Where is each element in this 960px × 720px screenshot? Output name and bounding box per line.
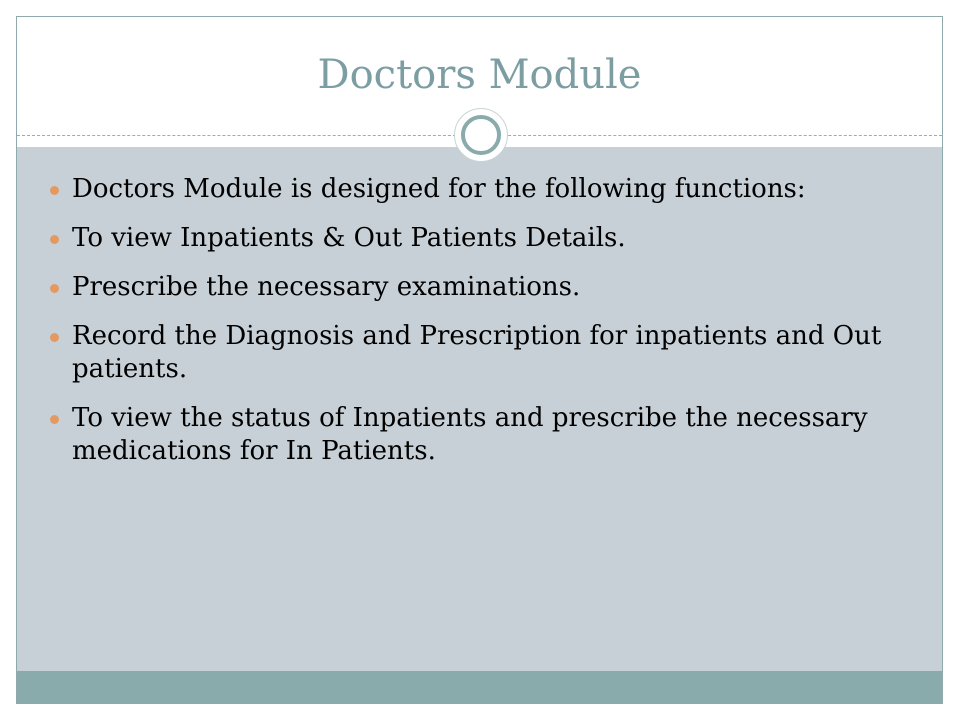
bullet-dot-icon [50,235,59,244]
bullet-text: To view the status of Inpatients and prescribe the necessary medications for In Patients. [72,403,868,466]
ring-icon [454,108,508,162]
bullet-dot-icon [50,415,59,424]
bullet-list [50,173,920,484]
bullet-item [50,173,920,206]
slide-title: Doctors Module [317,52,642,98]
footer-bar [17,671,942,704]
bullet-text: Record the Diagnosis and Prescription for inpatients and Out patients. [72,321,882,384]
bullet-text: Doctors Module is designed for the following functions: [72,174,806,204]
bullet-dot-icon [50,333,59,342]
bullet-item [50,222,920,255]
bullet-text: Prescribe the necessary examinations. [72,272,581,302]
bullet-dot-icon [50,186,59,195]
ring-inner [461,115,501,155]
bullet-text: To view Inpatients & Out Patients Details. [72,223,626,253]
content-area [17,147,942,671]
bullet-item [50,271,920,304]
bullet-dot-icon [50,284,59,293]
bullet-item [50,320,920,386]
bullet-item [50,402,920,468]
slide [16,16,943,704]
